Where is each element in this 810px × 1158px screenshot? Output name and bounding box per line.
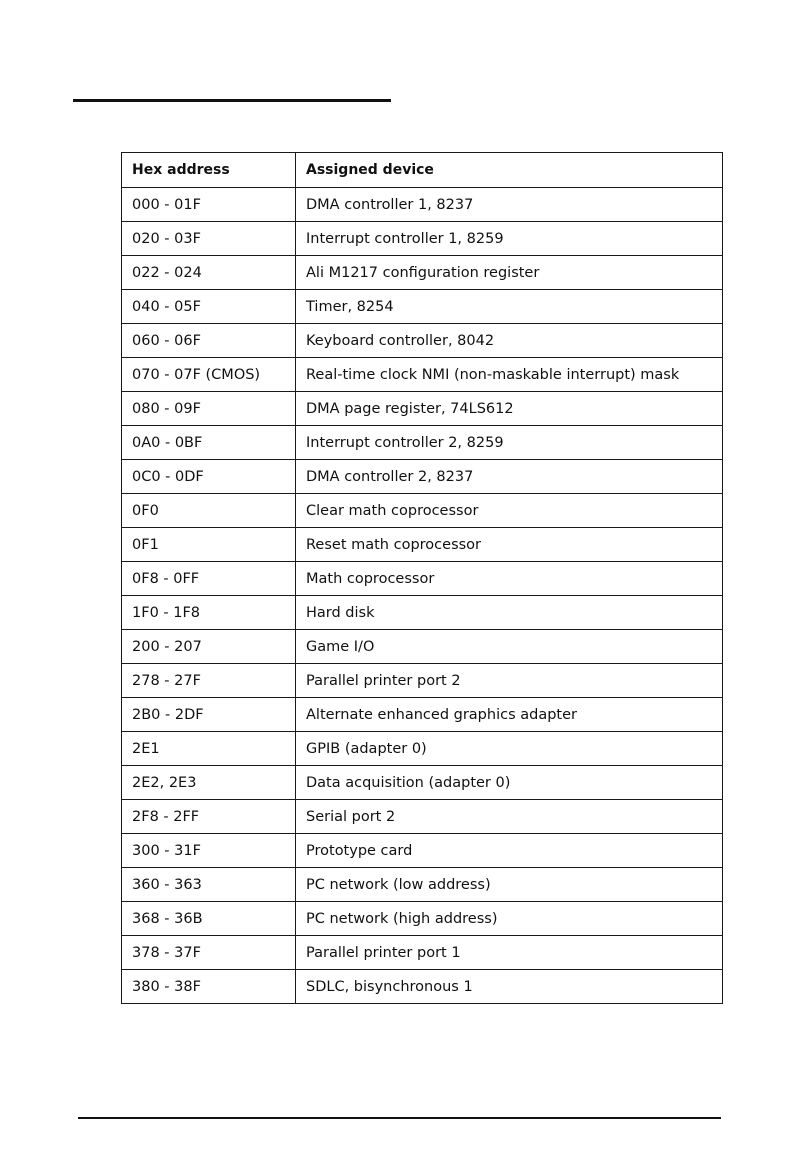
table-row [122,188,723,222]
table-row [122,562,723,596]
column-header-hex-address: Hex address [122,153,296,188]
table-row [122,222,723,256]
table-row [122,392,723,426]
hex-address-cell: 200 - 207 [122,630,296,664]
hex-address-cell: 0F0 [122,494,296,528]
hex-address-cell: 2E1 [122,732,296,766]
table-row [122,664,723,698]
io-address-map-table [121,152,723,1004]
assigned-device-cell: Alternate enhanced graphics adapter [296,698,723,732]
table-row [122,358,723,392]
hex-address-cell: 2E2, 2E3 [122,766,296,800]
table-row [122,460,723,494]
table-row [122,630,723,664]
hex-address-cell: 022 - 024 [122,256,296,290]
table-row [122,528,723,562]
assigned-device-cell: PC network (high address) [296,902,723,936]
table-row [122,766,723,800]
table-row [122,732,723,766]
assigned-device-cell: SDLC, bisynchronous 1 [296,970,723,1004]
table-row [122,868,723,902]
hex-address-cell: 1F0 - 1F8 [122,596,296,630]
hex-address-cell: 378 - 37F [122,936,296,970]
hex-address-cell: 0C0 - 0DF [122,460,296,494]
assigned-device-cell: PC network (low address) [296,868,723,902]
assigned-device-cell: DMA controller 2, 8237 [296,460,723,494]
table-row [122,324,723,358]
hex-address-cell: 060 - 06F [122,324,296,358]
assigned-device-cell: Parallel printer port 1 [296,936,723,970]
hex-address-cell: 2F8 - 2FF [122,800,296,834]
assigned-device-cell: Math coprocessor [296,562,723,596]
table-row [122,290,723,324]
table-row [122,494,723,528]
assigned-device-cell: Data acquisition (adapter 0) [296,766,723,800]
table-row [122,698,723,732]
table-row [122,800,723,834]
assigned-device-cell: Prototype card [296,834,723,868]
hex-address-cell: 0F1 [122,528,296,562]
assigned-device-cell: Interrupt controller 2, 8259 [296,426,723,460]
table-row [122,426,723,460]
assigned-device-cell: Reset math coprocessor [296,528,723,562]
column-header-assigned-device: Assigned device [296,153,723,188]
assigned-device-cell: Serial port 2 [296,800,723,834]
assigned-device-cell: Ali M1217 configuration register [296,256,723,290]
table-row [122,970,723,1004]
footer-rule [78,1117,721,1119]
assigned-device-cell: Parallel printer port 2 [296,664,723,698]
hex-address-cell: 080 - 09F [122,392,296,426]
table-row [122,902,723,936]
hex-address-cell: 0F8 - 0FF [122,562,296,596]
hex-address-cell: 0A0 - 0BF [122,426,296,460]
hex-address-cell: 020 - 03F [122,222,296,256]
table-header-row [122,153,723,188]
hex-address-cell: 300 - 31F [122,834,296,868]
assigned-device-cell: Real-time clock NMI (non-maskable interrupt) mask [296,358,723,392]
table-row [122,834,723,868]
hex-address-cell: 368 - 36B [122,902,296,936]
assigned-device-cell: Timer, 8254 [296,290,723,324]
hex-address-cell: 360 - 363 [122,868,296,902]
header-rule [73,99,391,102]
assigned-device-cell: DMA page register, 74LS612 [296,392,723,426]
hex-address-cell: 2B0 - 2DF [122,698,296,732]
table-row [122,596,723,630]
table-row [122,256,723,290]
hex-address-cell: 070 - 07F (CMOS) [122,358,296,392]
assigned-device-cell: Keyboard controller, 8042 [296,324,723,358]
hex-address-cell: 000 - 01F [122,188,296,222]
assigned-device-cell: GPIB (adapter 0) [296,732,723,766]
table-row [122,936,723,970]
hex-address-cell: 380 - 38F [122,970,296,1004]
assigned-device-cell: Interrupt controller 1, 8259 [296,222,723,256]
assigned-device-cell: Hard disk [296,596,723,630]
table-body [122,188,723,1004]
hex-address-cell: 278 - 27F [122,664,296,698]
assigned-device-cell: DMA controller 1, 8237 [296,188,723,222]
assigned-device-cell: Game I/O [296,630,723,664]
assigned-device-cell: Clear math coprocessor [296,494,723,528]
hex-address-cell: 040 - 05F [122,290,296,324]
